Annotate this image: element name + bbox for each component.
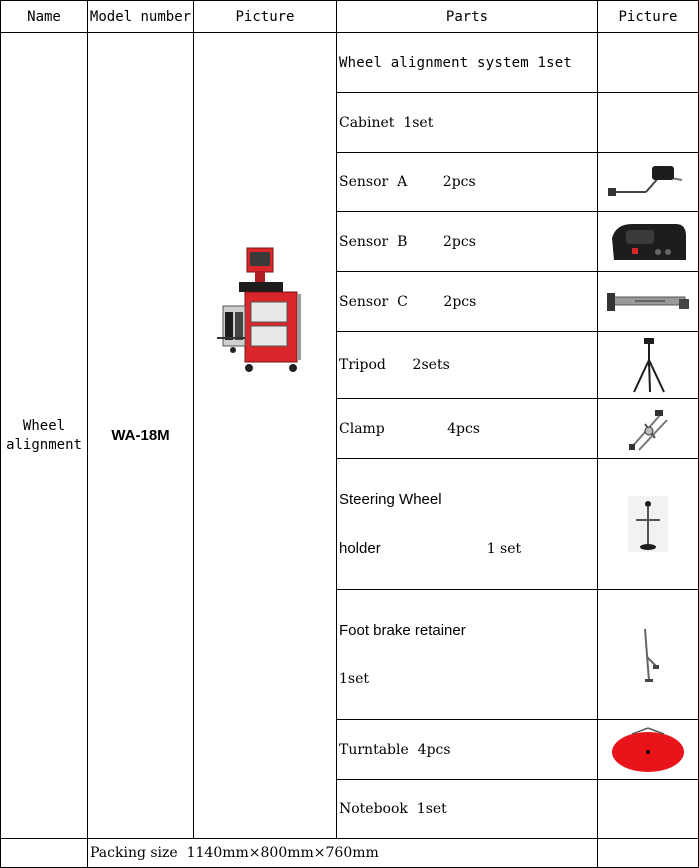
part-picture <box>598 212 699 272</box>
sensor-a-icon <box>606 162 690 202</box>
part-row: Clamp 4pcs <box>337 399 598 459</box>
wheel-alignment-machine-icon <box>215 246 315 396</box>
part-picture <box>598 720 699 780</box>
part-picture-empty <box>598 93 699 153</box>
turntable-icon <box>608 726 688 774</box>
part-picture <box>598 332 699 399</box>
packing-size: Packing size 1140mm×800mm×760mm <box>88 839 598 868</box>
part-picture <box>598 399 699 459</box>
header-model-number: Model number <box>88 1 194 33</box>
header-picture: Picture <box>194 1 337 33</box>
part-row: Sensor B 2pcs <box>337 212 598 272</box>
part-row <box>337 459 598 590</box>
foot-brake-retainer-icon <box>633 627 663 683</box>
part-row: Cabinet 1set <box>337 93 598 153</box>
part-picture-empty <box>598 780 699 839</box>
part-picture <box>598 272 699 332</box>
product-picture-cell <box>194 33 337 839</box>
part-row: Turntable 4pcs <box>337 720 598 780</box>
part-row: Notebook 1set <box>337 780 598 839</box>
product-name-line1: Wheel <box>22 417 66 434</box>
part-qty: 1 set <box>486 541 522 557</box>
product-name-line2: alignment <box>6 436 82 453</box>
part-label-line1: Foot brake retainer <box>339 622 466 639</box>
packing-picture-empty <box>598 839 699 868</box>
header-name: Name <box>1 1 88 33</box>
steering-wheel-holder-icon <box>628 496 668 552</box>
part-row: Tripod 2sets <box>337 332 598 399</box>
clamp-icon <box>625 404 671 454</box>
part-label-line2: holder <box>339 540 381 557</box>
part-picture <box>598 459 699 590</box>
part-label-line1: Steering Wheel <box>339 491 442 508</box>
sensor-b-icon <box>606 218 690 266</box>
header-picture-2: Picture <box>598 1 699 33</box>
sensor-c-icon <box>605 287 691 317</box>
part-picture-empty <box>598 33 699 93</box>
tripod-icon <box>628 336 668 394</box>
header-parts: Parts <box>337 1 598 33</box>
part-row: Sensor C 2pcs <box>337 272 598 332</box>
product-model: WA-18M <box>88 33 194 839</box>
part-picture <box>598 590 699 720</box>
part-row: Wheel alignment system 1set <box>337 33 598 93</box>
part-row <box>337 590 598 720</box>
part-picture <box>598 153 699 212</box>
part-label-line2: 1set <box>339 671 370 687</box>
packing-blank <box>1 839 88 868</box>
part-row: Sensor A 2pcs <box>337 153 598 212</box>
product-name <box>1 33 88 839</box>
